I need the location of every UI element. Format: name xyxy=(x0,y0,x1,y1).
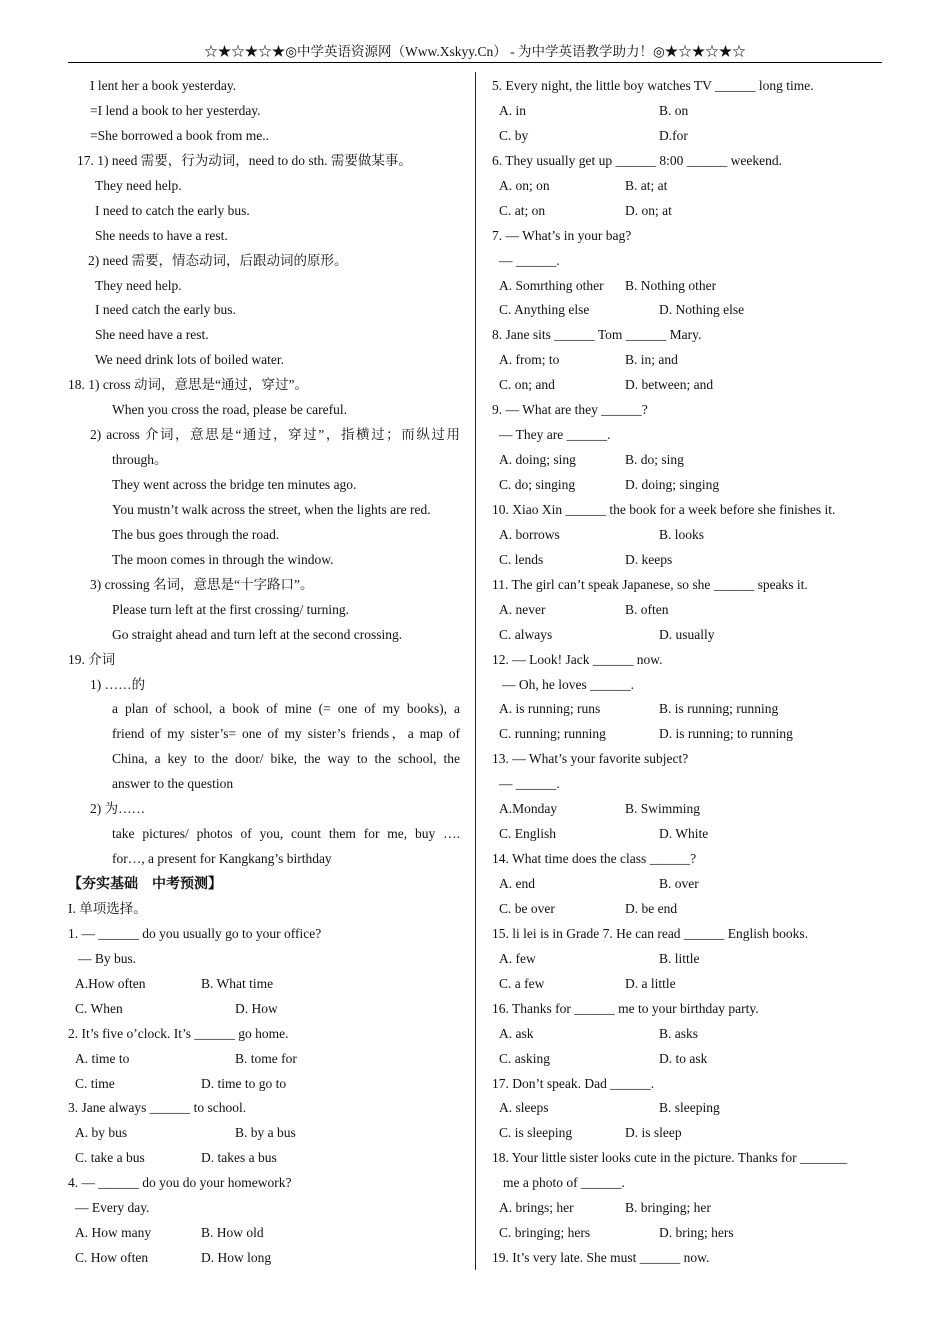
subsection-title: I. 单项选择。 xyxy=(68,900,147,916)
text-line: 2) 为…… xyxy=(90,801,146,817)
option-b: B. at; at xyxy=(625,177,668,193)
question-3: 3. Jane always ______ to school. xyxy=(68,1100,247,1116)
option-c: C. be over xyxy=(499,900,555,916)
options-row xyxy=(492,797,882,822)
text-line: for…, a present for Kangkang’s birthday xyxy=(112,851,332,867)
text-line: She need have a rest. xyxy=(95,327,209,343)
text-line: =She borrowed a book from me.. xyxy=(90,127,269,143)
option-a: A. doing; sing xyxy=(499,452,576,468)
option-c: C. time xyxy=(75,1075,115,1091)
column-divider xyxy=(475,72,476,1270)
options-row xyxy=(492,1096,882,1121)
option-b: B. sleeping xyxy=(659,1100,720,1116)
option-d: D.for xyxy=(659,127,688,143)
page-header: ☆★☆★☆★◎中学英语资源网（Www.Xskyy.Cn） - 为中学英语教学助力！◎★☆★☆★☆ xyxy=(204,44,746,59)
option-b: B. tome for xyxy=(235,1050,297,1066)
options-row xyxy=(492,1221,882,1246)
text-line: 2) across 介词，意思是“通过，穿过”，指横过；而纵过用 xyxy=(90,427,460,443)
text-line: You mustn’t walk across the street, when the lights are red. xyxy=(112,501,431,517)
options-row xyxy=(492,523,882,548)
option-a: A. from; to xyxy=(499,352,560,368)
option-a: A. by bus xyxy=(75,1125,128,1141)
options-row xyxy=(492,972,882,997)
option-b: B. on xyxy=(659,102,689,118)
right-column xyxy=(492,74,882,1271)
options-row xyxy=(68,1221,460,1246)
option-d: D. takes a bus xyxy=(201,1150,277,1166)
option-d: D. How xyxy=(235,1000,278,1016)
option-a: A. ask xyxy=(499,1025,534,1041)
options-row xyxy=(492,199,882,224)
option-c: C. asking xyxy=(499,1050,551,1066)
text-line: I need to catch the early bus. xyxy=(95,202,250,218)
option-d: D. is sleep xyxy=(625,1125,682,1141)
option-a: A.Monday xyxy=(499,801,558,817)
option-d: D. to ask xyxy=(659,1050,708,1066)
options-row xyxy=(492,1022,882,1047)
options-row xyxy=(492,822,882,847)
option-a: A. on; on xyxy=(499,177,550,193)
question-19: 19. It’s very late. She must ______ now. xyxy=(492,1250,710,1266)
options-row xyxy=(492,373,882,398)
option-c: C. at; on xyxy=(499,202,546,218)
option-d: D. keeps xyxy=(625,551,673,567)
option-d: D. a little xyxy=(625,975,676,991)
options-row xyxy=(492,548,882,573)
section-title: 【夯实基础 中考预测】 xyxy=(68,876,222,892)
options-row xyxy=(492,872,882,897)
option-d: D. is running; to running xyxy=(659,726,793,742)
options-row xyxy=(68,997,460,1022)
option-c: C. bringing; hers xyxy=(499,1225,591,1241)
text-line: =I lend a book to her yesterday. xyxy=(90,102,261,118)
text-line: me a photo of ______. xyxy=(503,1175,625,1191)
options-row xyxy=(492,598,882,623)
option-d: D. between; and xyxy=(625,377,714,393)
options-row xyxy=(492,697,882,722)
option-d: D. White xyxy=(659,826,709,842)
option-a: A.How often xyxy=(75,975,146,991)
left-column xyxy=(68,74,460,1271)
question-17: 17. Don’t speak. Dad ______. xyxy=(492,1075,655,1091)
answer-line: — By bus. xyxy=(78,950,137,966)
text-line: They need help. xyxy=(95,177,182,193)
question-12: 12. — Look! Jack ______ now. xyxy=(492,651,663,667)
question-18: 18. Your little sister looks cute in the picture. Thanks for _______ xyxy=(492,1150,848,1166)
text-line: They went across the bridge ten minutes ago. xyxy=(112,477,357,492)
text-line: take pictures/ photos of you, count them for me, buy …. xyxy=(112,826,460,842)
option-d: D. doing; singing xyxy=(625,477,720,492)
option-b: B. Nothing other xyxy=(625,277,717,293)
question-10: 10. Xiao Xin ______ the book for a week before she finishes it. xyxy=(492,501,836,517)
text-line: I lent her a book yesterday. xyxy=(90,78,237,93)
option-a: A. Somrthing other xyxy=(499,277,604,293)
note-heading-19: 19. 介词 xyxy=(68,651,116,667)
option-a: A. How many xyxy=(75,1225,152,1241)
text-line: friend of my sister’s= one of my sister’s friends，a map of xyxy=(112,726,460,742)
options-row xyxy=(68,1146,460,1171)
option-a: A. end xyxy=(499,876,535,891)
option-c: C. by xyxy=(499,127,529,143)
option-a: A. time to xyxy=(75,1050,130,1066)
text-line: The bus goes through the road. xyxy=(112,526,280,542)
option-b: B. little xyxy=(659,950,700,966)
option-b: B. by a bus xyxy=(235,1125,296,1141)
option-c: C. How often xyxy=(75,1250,149,1266)
options-row xyxy=(492,274,882,299)
option-d: D. time to go to xyxy=(201,1075,287,1091)
text-line: They need help. xyxy=(95,277,182,293)
text-line: I need catch the early bus. xyxy=(95,302,236,318)
options-row xyxy=(492,947,882,972)
question-1: 1. — ______ do you usually go to your office? xyxy=(68,925,322,941)
options-row xyxy=(68,1047,460,1072)
note-heading-18: 18. 1) cross 动词，意思是“通过，穿过”。 xyxy=(68,377,308,393)
options-row xyxy=(492,1196,882,1221)
text-line: The moon comes in through the window. xyxy=(112,551,334,567)
option-b: B. is running; running xyxy=(659,701,779,717)
text-line: answer to the question xyxy=(112,776,234,792)
question-6: 6. They usually get up ______ 8:00 ______ weekend. xyxy=(492,152,782,168)
option-b: B. looks xyxy=(659,526,705,542)
question-8: 8. Jane sits ______ Tom ______ Mary. xyxy=(492,327,702,343)
answer-line: — They are ______. xyxy=(499,427,611,443)
option-b: B. Swimming xyxy=(625,801,701,817)
option-b: B. over xyxy=(659,876,699,891)
options-row xyxy=(492,99,882,124)
option-c: C. English xyxy=(499,826,557,842)
answer-line: — ______. xyxy=(499,252,560,268)
option-c: C. Anything else xyxy=(499,302,590,318)
text-line: China, a key to the door/ bike, the way to the school, the xyxy=(112,751,460,767)
text-line: a plan of school, a book of mine (= one of my books), a xyxy=(112,701,460,717)
text-line: Please turn left at the first crossing/ turning. xyxy=(112,601,349,617)
question-14: 14. What time does the class ______? xyxy=(492,851,697,867)
question-2: 2. It’s five o’clock. It’s ______ go home. xyxy=(68,1025,289,1041)
options-row xyxy=(68,972,460,997)
options-row xyxy=(492,448,882,473)
option-b: B. in; and xyxy=(625,352,678,368)
option-d: D. Nothing else xyxy=(659,302,745,318)
header-rule xyxy=(68,62,882,63)
option-c: C. When xyxy=(75,1000,123,1016)
option-a: A. in xyxy=(499,102,526,118)
option-a: A. borrows xyxy=(499,526,560,542)
option-b: B. do; sing xyxy=(625,452,684,468)
options-row xyxy=(492,174,882,199)
question-9: 9. — What are they ______? xyxy=(492,402,648,418)
option-a: A. brings; her xyxy=(499,1200,574,1216)
option-a: A. never xyxy=(499,601,546,617)
option-a: A. few xyxy=(499,950,536,966)
option-d: D. on; at xyxy=(625,202,672,218)
option-c: C. take a bus xyxy=(75,1150,145,1166)
option-d: D. usually xyxy=(659,626,715,642)
option-c: C. lends xyxy=(499,551,544,567)
question-4: 4. — ______ do you do your homework? xyxy=(68,1175,292,1191)
options-row xyxy=(492,1121,882,1146)
option-c: C. is sleeping xyxy=(499,1125,573,1141)
option-c: C. a few xyxy=(499,975,545,991)
question-13: 13. — What’s your favorite subject? xyxy=(492,751,689,767)
text-line: 3) crossing 名词，意思是“十字路口”。 xyxy=(90,576,314,592)
options-row xyxy=(492,1047,882,1072)
option-c: C. do; singing xyxy=(499,477,576,492)
options-row xyxy=(68,1072,460,1097)
options-row xyxy=(492,623,882,648)
option-d: D. be end xyxy=(625,900,678,916)
options-row xyxy=(492,348,882,373)
text-line: She needs to have a rest. xyxy=(95,227,228,243)
text-line: through。 xyxy=(112,452,168,468)
option-a: A. sleeps xyxy=(499,1100,549,1116)
options-row xyxy=(492,473,882,498)
question-16: 16. Thanks for ______ me to your birthday party. xyxy=(492,1000,759,1016)
option-c: C. running; running xyxy=(499,726,606,742)
option-d: D. How long xyxy=(201,1250,272,1266)
option-c: C. on; and xyxy=(499,377,555,393)
option-c: C. always xyxy=(499,626,553,642)
options-row xyxy=(492,298,882,323)
option-a: A. is running; runs xyxy=(499,701,601,717)
answer-line: — Every day. xyxy=(75,1200,150,1216)
option-b: B. bringing; her xyxy=(625,1200,711,1216)
option-b: B. What time xyxy=(201,975,274,991)
text-line: When you cross the road, please be careful. xyxy=(112,402,348,418)
text-line: 2) need 需要，情态动词，后跟动词的原形。 xyxy=(88,252,348,268)
text-line: 1) ……的 xyxy=(90,676,146,692)
note-heading-17: 17. 1) need 需要，行为动词，need to do sth. 需要做某事。 xyxy=(77,152,412,168)
text-line: Go straight ahead and turn left at the second crossing. xyxy=(112,626,403,642)
option-d: D. bring; hers xyxy=(659,1225,734,1241)
option-b: B. How old xyxy=(201,1225,264,1241)
option-b: B. often xyxy=(625,601,669,617)
option-b: B. asks xyxy=(659,1025,699,1041)
answer-line: — ______. xyxy=(499,776,560,792)
question-7: 7. — What’s in your bag? xyxy=(492,227,632,243)
answer-line: — Oh, he loves ______. xyxy=(502,676,634,692)
options-row xyxy=(492,124,882,149)
question-11: 11. The girl can’t speak Japanese, so she ______ speaks it. xyxy=(492,576,808,592)
options-row xyxy=(492,897,882,922)
options-row xyxy=(68,1246,460,1271)
options-row xyxy=(68,1121,460,1146)
text-line: We need drink lots of boiled water. xyxy=(95,352,284,368)
question-5: 5. Every night, the little boy watches TV ______ long time. xyxy=(492,78,814,93)
options-row xyxy=(492,722,882,747)
question-15: 15. li lei is in Grade 7. He can read ______ English books. xyxy=(492,925,809,941)
